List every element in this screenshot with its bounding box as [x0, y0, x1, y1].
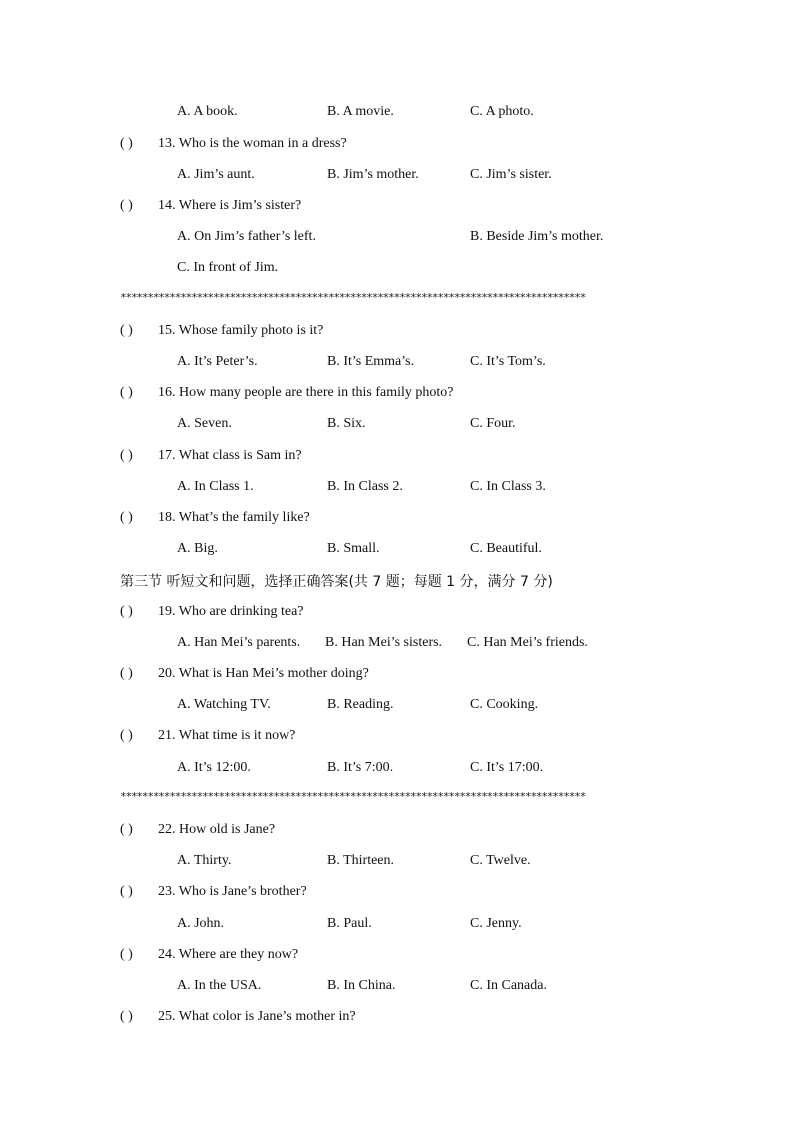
option-c: C. It’s 17:00.: [470, 760, 544, 775]
answer-blank[interactable]: ( ): [120, 884, 133, 899]
option-a: A. It’s 12:00.: [177, 760, 251, 775]
option-a: A. John.: [177, 916, 225, 931]
question-text: 23. Who is Jane’s brother?: [158, 884, 307, 899]
option-a: A. In Class 1.: [177, 479, 254, 494]
option-b: B. Reading.: [327, 697, 394, 712]
option-a: A. It’s Peter’s.: [177, 354, 258, 369]
option-c: C. It’s Tom’s.: [470, 354, 546, 369]
answer-blank[interactable]: ( ): [120, 198, 133, 213]
option-b: B. Han Mei’s sisters.: [325, 635, 443, 650]
option-b: B. It’s Emma’s.: [327, 354, 415, 369]
question-text: 13. Who is the woman in a dress?: [158, 136, 347, 151]
question-text: 15. Whose family photo is it?: [158, 323, 324, 338]
answer-blank[interactable]: ( ): [120, 666, 133, 681]
answer-blank[interactable]: ( ): [120, 385, 133, 400]
option-b: B. Jim’s mother.: [327, 167, 419, 182]
question-text: 20. What is Han Mei’s mother doing?: [158, 666, 369, 681]
option-c: C. A photo.: [470, 104, 534, 119]
option-c: C. Jenny.: [470, 916, 522, 931]
option-c: C. Jim’s sister.: [470, 167, 552, 182]
option-b: B. Small.: [327, 541, 380, 556]
section-3-title: 第三节 听短文和问题，选择正确答案(共 7 题；每题 1 分，满分 7 分): [120, 574, 553, 590]
option-c: C. Beautiful.: [470, 541, 542, 556]
option-b: B. A movie.: [327, 104, 394, 119]
option-c: C. Twelve.: [470, 853, 531, 868]
separator-line: *************************************************************************************: [120, 790, 586, 803]
question-text: 25. What color is Jane’s mother in?: [158, 1009, 356, 1024]
option-b: B. In Class 2.: [327, 479, 403, 494]
option-b: B. Paul.: [327, 916, 372, 931]
question-text: 14. Where is Jim’s sister?: [158, 198, 302, 213]
question-text: 22. How old is Jane?: [158, 822, 276, 837]
answer-blank[interactable]: ( ): [120, 947, 133, 962]
question-text: 17. What class is Sam in?: [158, 448, 302, 463]
question-text: 24. Where are they now?: [158, 947, 299, 962]
question-text: 18. What’s the family like?: [158, 510, 310, 525]
answer-blank[interactable]: ( ): [120, 136, 133, 151]
option-c: C. In front of Jim.: [177, 260, 279, 275]
answer-blank[interactable]: ( ): [120, 448, 133, 463]
answer-blank[interactable]: ( ): [120, 822, 133, 837]
option-b: B. Six.: [327, 416, 366, 431]
separator-line: *************************************************************************************: [120, 291, 586, 304]
option-b: B. Thirteen.: [327, 853, 395, 868]
option-a: A. A book.: [177, 104, 238, 119]
option-b: B. In China.: [327, 978, 396, 993]
option-c: C. Four.: [470, 416, 516, 431]
option-c: C. Cooking.: [470, 697, 539, 712]
option-b: B. It’s 7:00.: [327, 760, 394, 775]
answer-blank[interactable]: ( ): [120, 323, 133, 338]
question-text: 21. What time is it now?: [158, 728, 296, 743]
option-b: B. Beside Jim’s mother.: [470, 229, 604, 244]
answer-blank[interactable]: ( ): [120, 1009, 133, 1024]
option-a: A. On Jim’s father’s left.: [177, 229, 316, 244]
option-a: A. Jim’s aunt.: [177, 167, 255, 182]
option-a: A. Thirty.: [177, 853, 232, 868]
answer-blank[interactable]: ( ): [120, 510, 133, 525]
answer-blank[interactable]: ( ): [120, 604, 133, 619]
option-c: C. Han Mei’s friends.: [467, 635, 588, 650]
option-a: A. Watching TV.: [177, 697, 271, 712]
option-c: C. In Canada.: [470, 978, 547, 993]
option-a: A. Seven.: [177, 416, 232, 431]
question-text: 19. Who are drinking tea?: [158, 604, 304, 619]
option-a: A. Big.: [177, 541, 218, 556]
option-a: A. Han Mei’s parents.: [177, 635, 301, 650]
question-text: 16. How many people are there in this family photo?: [158, 385, 454, 400]
option-c: C. In Class 3.: [470, 479, 546, 494]
option-a: A. In the USA.: [177, 978, 262, 993]
answer-blank[interactable]: ( ): [120, 728, 133, 743]
